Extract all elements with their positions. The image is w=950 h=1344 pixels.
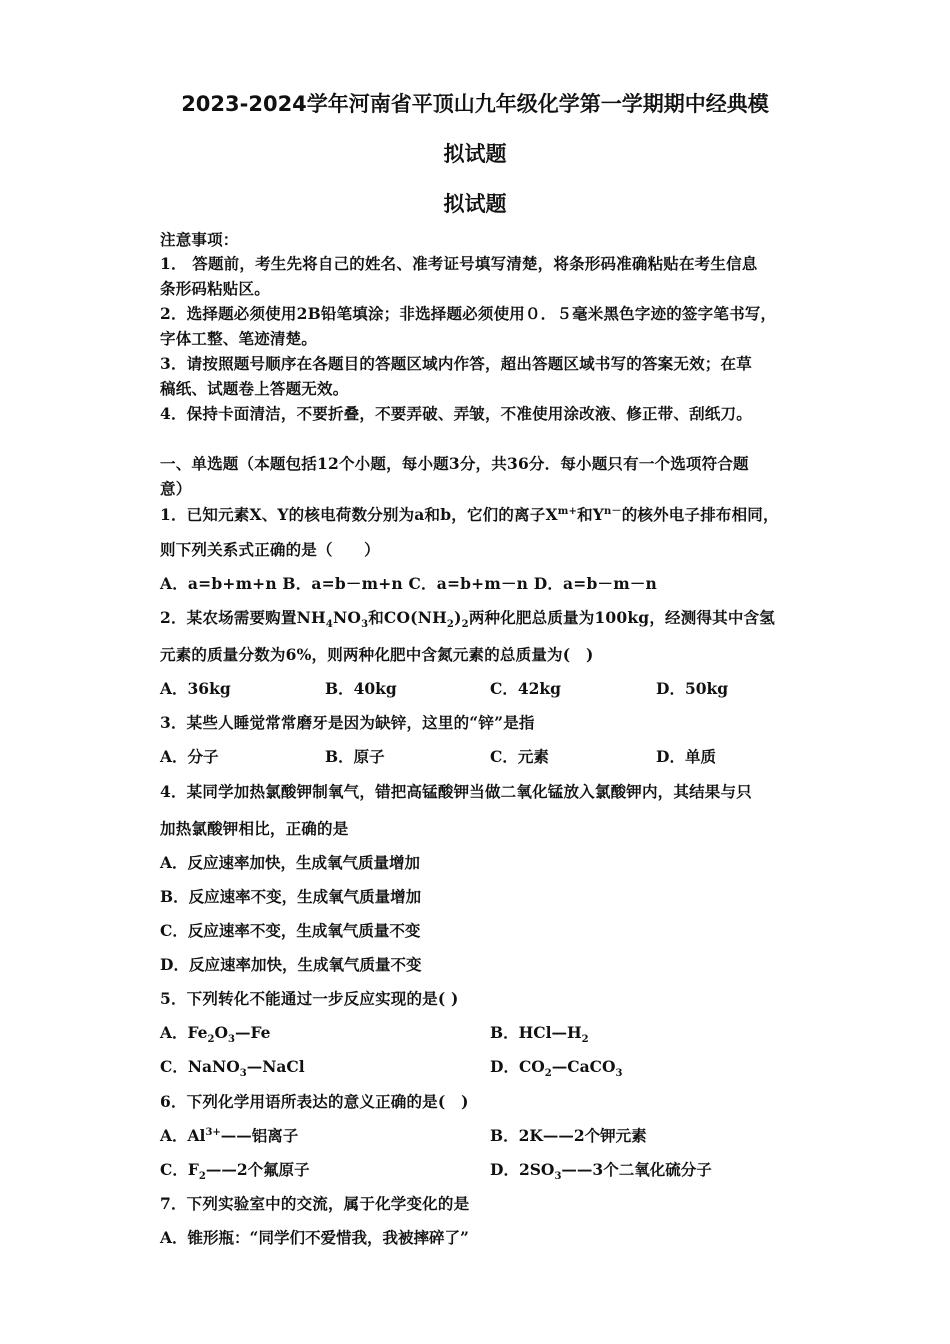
- question-1-stem: 1．已知元素X、Y的核电荷数分别为a和b，它们的离子$X^{m+}$和$Y^{n-}$的核外电子排布相同，: [160, 505, 779, 525]
- notice-item: 3．请按照题号顺序在各题目的答题区域内作答，超出答题区域书写的答案无效；在草: [160, 354, 752, 373]
- question-6-option-d: D．$2SO_3——3$个二氧化硫分子: [490, 1160, 712, 1183]
- notice-item: 2．选择题必须使用2B铅笔填涂；非选择题必须使用０．５毫米黑色字迹的签字笔书写，: [160, 304, 777, 323]
- notice-item: 稿纸、试题卷上答题无效。: [160, 379, 349, 398]
- question-3-stem: 3．某些人睡觉常常磨牙是因为缺锌，这里的“锌”是指: [160, 713, 535, 732]
- question-2-option-b: B．40kg: [325, 679, 397, 698]
- exam-title-line1: 2023-2024学年河南省平顶山九年级化学第一学期期中经典模: [181, 92, 769, 116]
- question-2-stem: 2．某农场需要购置$NH_4NO_3$和$CO(NH_2)_2$两种化肥总质量为100kg，经测得其中含氢: [160, 608, 775, 631]
- question-3-option-b: B．原子: [325, 747, 385, 766]
- question-2-option-d: D．50kg: [656, 679, 729, 698]
- question-2-option-a: A．36kg: [160, 679, 231, 698]
- question-4-option-c: C．反应速率不变，生成氧气质量不变: [160, 921, 421, 940]
- question-3-option-d: D．单质: [656, 747, 716, 766]
- question-6-stem: 6．下列化学用语所表达的意义正确的是( ): [160, 1092, 469, 1111]
- question-1-stem-cont: 则下列关系式正确的是（ ）: [160, 540, 380, 559]
- notice-item: 字体工整、笔迹清楚。: [160, 329, 318, 348]
- question-5-option-c: C．NaNO$_3$—NaCl: [160, 1057, 305, 1080]
- exam-title-line3: 拟试题: [443, 192, 507, 216]
- question-1-options: A．a=b+m+n B．a=b－m+n C．a=b+m－n D．a=b－m－n: [160, 574, 657, 593]
- question-4-option-d: D．反应速率加快，生成氧气质量不变: [160, 955, 422, 974]
- notice-item: 4．保持卡面清洁，不要折叠，不要弄破、弄皱，不准使用涂改液、修正带、刮纸刀。: [160, 404, 752, 423]
- question-6-option-a: A．$Al^{3+}——$铝离子: [160, 1126, 299, 1145]
- exam-title-line2: 拟试题: [443, 142, 507, 166]
- notice-heading: 注意事项：: [160, 230, 239, 249]
- question-2-option-c: C．42kg: [490, 679, 561, 698]
- question-4-option-a: A．反应速率加快，生成氧气质量增加: [160, 853, 421, 872]
- question-6-option-c: C．$F_2——2$个氟原子: [160, 1160, 310, 1183]
- question-2-stem-cont: 元素的质量分数为6%，则两种化肥中含氮元素的总质量为( ): [160, 645, 594, 664]
- section-heading: 一、单选题（本题包括12个小题，每小题3分，共36分．每小题只有一个选项符合题: [160, 454, 749, 473]
- question-4-stem: 4．某同学加热氯酸钾制氧气，错把高锰酸钾当做二氧化锰放入氯酸钾内，其结果与只: [160, 782, 752, 801]
- question-7-stem: 7．下列实验室中的交流，属于化学变化的是: [160, 1194, 470, 1213]
- question-6-option-b: B．2K——2个钾元素: [490, 1126, 647, 1145]
- question-5-stem: 5．下列转化不能通过一步反应实现的是( ): [160, 989, 459, 1008]
- question-4-stem-cont: 加热氯酸钾相比，正确的是: [160, 819, 349, 838]
- question-4-option-b: B．反应速率不变，生成氧气质量增加: [160, 887, 422, 906]
- notice-item: 条形码粘贴区。: [160, 279, 270, 298]
- section-heading-cont: 意）: [160, 479, 192, 498]
- notice-item: 1． 答题前，考生先将自己的姓名、准考证号填写清楚，将条形码准确粘贴在考生信息: [160, 254, 758, 273]
- question-3-option-a: A．分子: [160, 747, 219, 766]
- question-5-option-a: A．$Fe_2O_3—Fe$: [160, 1023, 271, 1046]
- question-5-option-b: B．$HCl—H_2$: [490, 1023, 589, 1046]
- question-7-option-a: A．锥形瓶：“同学们不爱惜我，我被摔碎了”: [160, 1228, 469, 1247]
- question-3-option-c: C．元素: [490, 747, 549, 766]
- question-5-option-d: D．$CO_2—CaCO_3$: [490, 1057, 623, 1080]
